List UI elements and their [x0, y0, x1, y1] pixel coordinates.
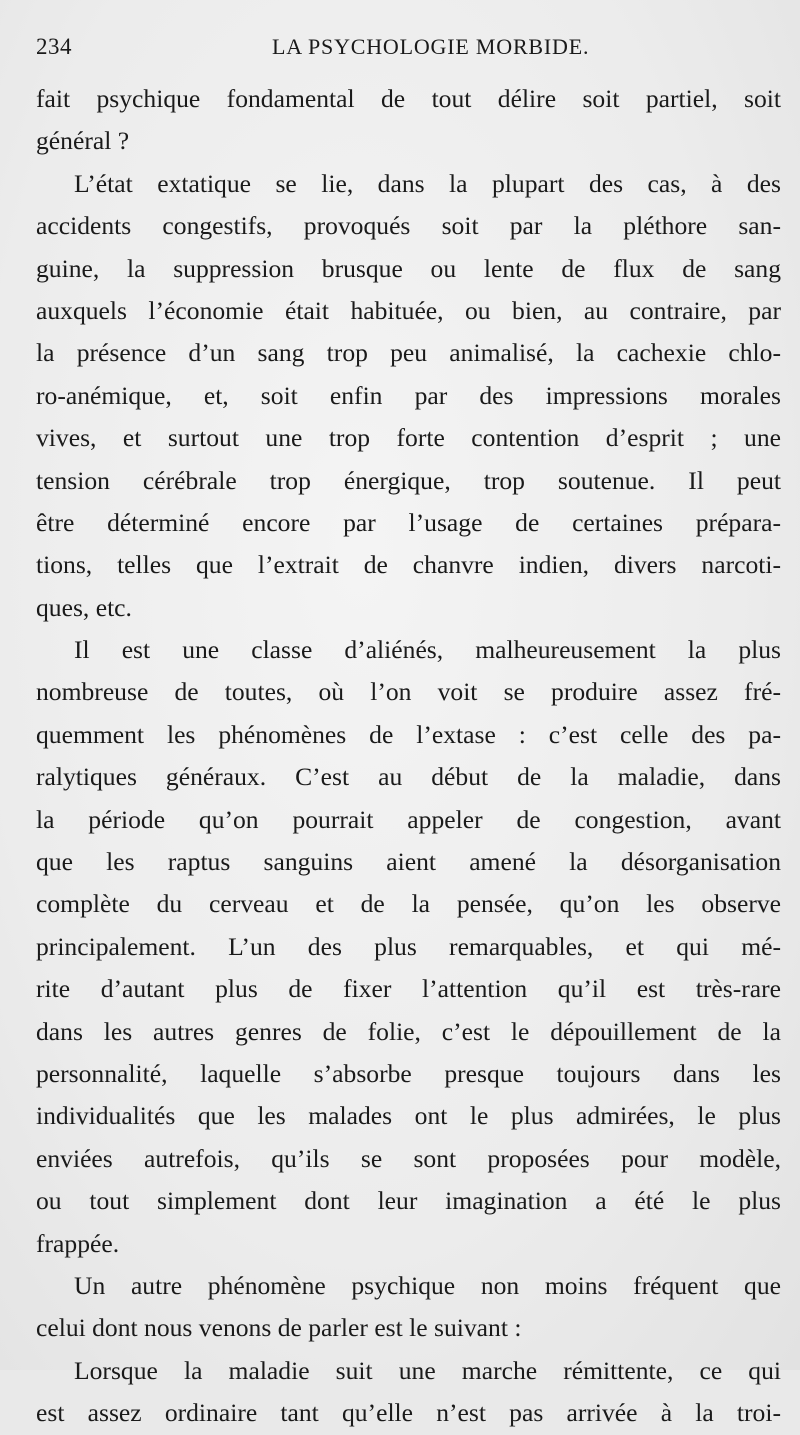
- paragraph-first-line: Un autre phénomène psychique non moins fréquent que: [74, 1270, 781, 1300]
- text-line: accidents congestifs, provoqués soit par la pléthore san-: [36, 211, 781, 241]
- text-line: principalement. L’un des plus remarquables, et qui mé-: [36, 931, 781, 961]
- running-title: LA PSYCHOLOGIE MORBIDE.: [272, 34, 590, 59]
- text-line: la présence d’un sang trop peu animalisé, la cachexie chlo-: [36, 338, 781, 368]
- text-line: ques, etc.: [36, 592, 132, 622]
- text-line: fait psychique fondamental de tout délire soit partiel, soit: [36, 84, 781, 113]
- text-line: rite d’autant plus de fixer l’attention qu’il est très-rare: [36, 974, 781, 1004]
- paragraph-first-line: L’état extatique se lie, dans la plupart des cas, à des: [74, 168, 781, 198]
- text-line: auxquels l’économie était habituée, ou bien, au contraire, par: [36, 295, 781, 325]
- page-number: 234: [36, 34, 72, 59]
- text-line: général ?: [36, 126, 130, 156]
- text-line: ralytiques généraux. C’est au début de la maladie, dans: [36, 762, 781, 792]
- text-line: ro-anémique, et, soit enfin par des impressions morales: [36, 380, 781, 410]
- text-line: tions, telles que l’extrait de chanvre indien, divers narcoti-: [36, 550, 781, 580]
- text-line: ou tout simplement dont leur imagination a été le plus: [36, 1186, 781, 1216]
- text-line: être déterminé encore par l’usage de certaines prépara-: [36, 507, 781, 537]
- text-line: nombreuse de toutes, où l’on voit se produire assez fré-: [36, 677, 781, 707]
- text-line: personnalité, laquelle s’absorbe presque toujours dans les: [36, 1058, 781, 1088]
- text-line: dans les autres genres de folie, c’est le dépouillement de la: [36, 1016, 781, 1046]
- text-line: complète du cerveau et de la pensée, qu’on les observe: [36, 889, 781, 919]
- paragraph-first-line: Lorsque la maladie suit une marche rémittente, ce qui: [74, 1355, 781, 1385]
- text-line: est assez ordinaire tant qu’elle n’est pas arrivée à la troi-: [36, 1398, 781, 1428]
- paragraph-first-line: Il est une classe d’aliénés, malheureusement la plus: [74, 635, 781, 665]
- text-line: enviées autrefois, qu’ils se sont proposées pour modèle,: [36, 1143, 781, 1173]
- body-text: [36, 78, 781, 1435]
- running-header: [36, 34, 766, 68]
- text-line: la période qu’on pourrait appeler de congestion, avant: [36, 804, 781, 834]
- text-line: quemment les phénomènes de l’extase : c’est celle des pa-: [36, 719, 781, 749]
- text-line: celui dont nous venons de parler est le suivant :: [36, 1313, 522, 1343]
- text-line: individualités que les malades ont le plus admirées, le plus: [36, 1101, 781, 1131]
- text-line: vives, et surtout une trop forte contention d’esprit ; une: [36, 423, 781, 453]
- text-line: tension cérébrale trop énergique, trop soutenue. Il peut: [36, 465, 781, 495]
- text-line: guine, la suppression brusque ou lente de flux de sang: [36, 253, 781, 283]
- text-line: frappée.: [36, 1228, 120, 1258]
- text-line: que les raptus sanguins aient amené la désorganisation: [36, 847, 781, 877]
